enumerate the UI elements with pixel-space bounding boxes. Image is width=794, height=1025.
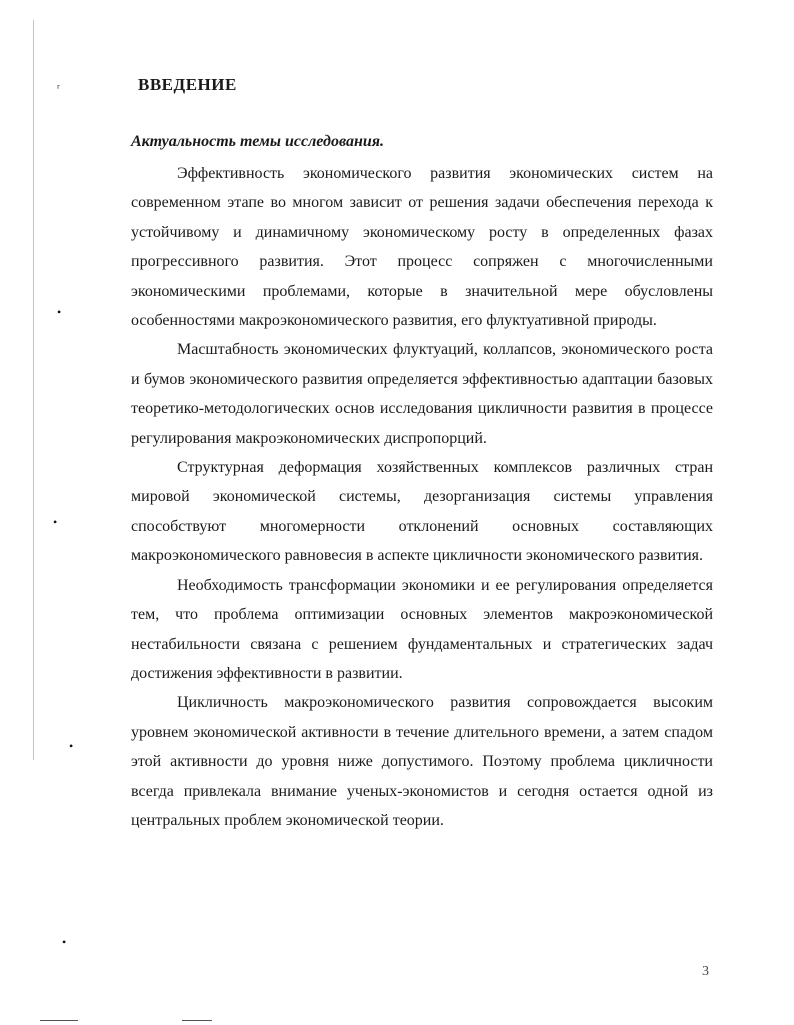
section-heading: ВВЕДЕНИЕ — [138, 75, 237, 94]
scan-edge-mark — [40, 1020, 78, 1021]
paragraph: Масштабность экономических флуктуаций, коллапсов, экономического роста и бумов экономического развития определяется эффективностью адаптации базовых теоретико-методологических основ исследования цикличности развития в процессе регулирования макроэкономических диспропорций. — [131, 341, 713, 447]
paragraph: Необходимость трансформации экономики и ее регулирования определяется тем, что проблема оптимизации основных элементов макроэкономической нестабильности связана с решением фундаментальных и стратегических задач достижения эффективности в развитии. — [131, 576, 713, 682]
paragraph: Цикличность макроэкономического развития сопровождается высоким уровнем экономической активности в течение длительного времени, а затем спадом этой активности до уровня ниже допустимого. Поэтому проблема цикличности всегда привлекала внимание ученых-экономистов и сегодня остается одной из центральных проблем экономической теории. — [131, 694, 713, 829]
scan-speck: • — [53, 515, 58, 529]
scan-edge-mark — [182, 1020, 212, 1021]
scan-speck: ʳ — [57, 81, 60, 95]
section-subheading: Актуальность темы исследования. — [131, 133, 384, 150]
body-text — [131, 159, 713, 835]
paragraph: Эффективность экономического развития экономических систем на современном этапе во многом зависит от решения задачи обеспечения перехода к устойчивому и динамичному экономическому росту в определенных фазах прогрессивного развития. Этот процесс сопряжен с многочисленными экономическими проблемами, которые в значительной мере обусловлены особенностями макроэкономического развития, его флуктуативной природы. — [131, 165, 713, 330]
scan-speck: • — [69, 739, 74, 753]
scan-speck: • — [57, 305, 62, 319]
paragraph: Структурная деформация хозяйственных комплексов различных стран мировой экономической системы, дезорганизация системы управления способствуют многомерности отклонений основных составляющих макроэкономического равновесия в аспекте цикличности экономического развития. — [131, 459, 713, 565]
scan-margin-line — [33, 20, 34, 760]
page-number: 3 — [702, 964, 709, 979]
scan-speck: • — [62, 935, 67, 949]
